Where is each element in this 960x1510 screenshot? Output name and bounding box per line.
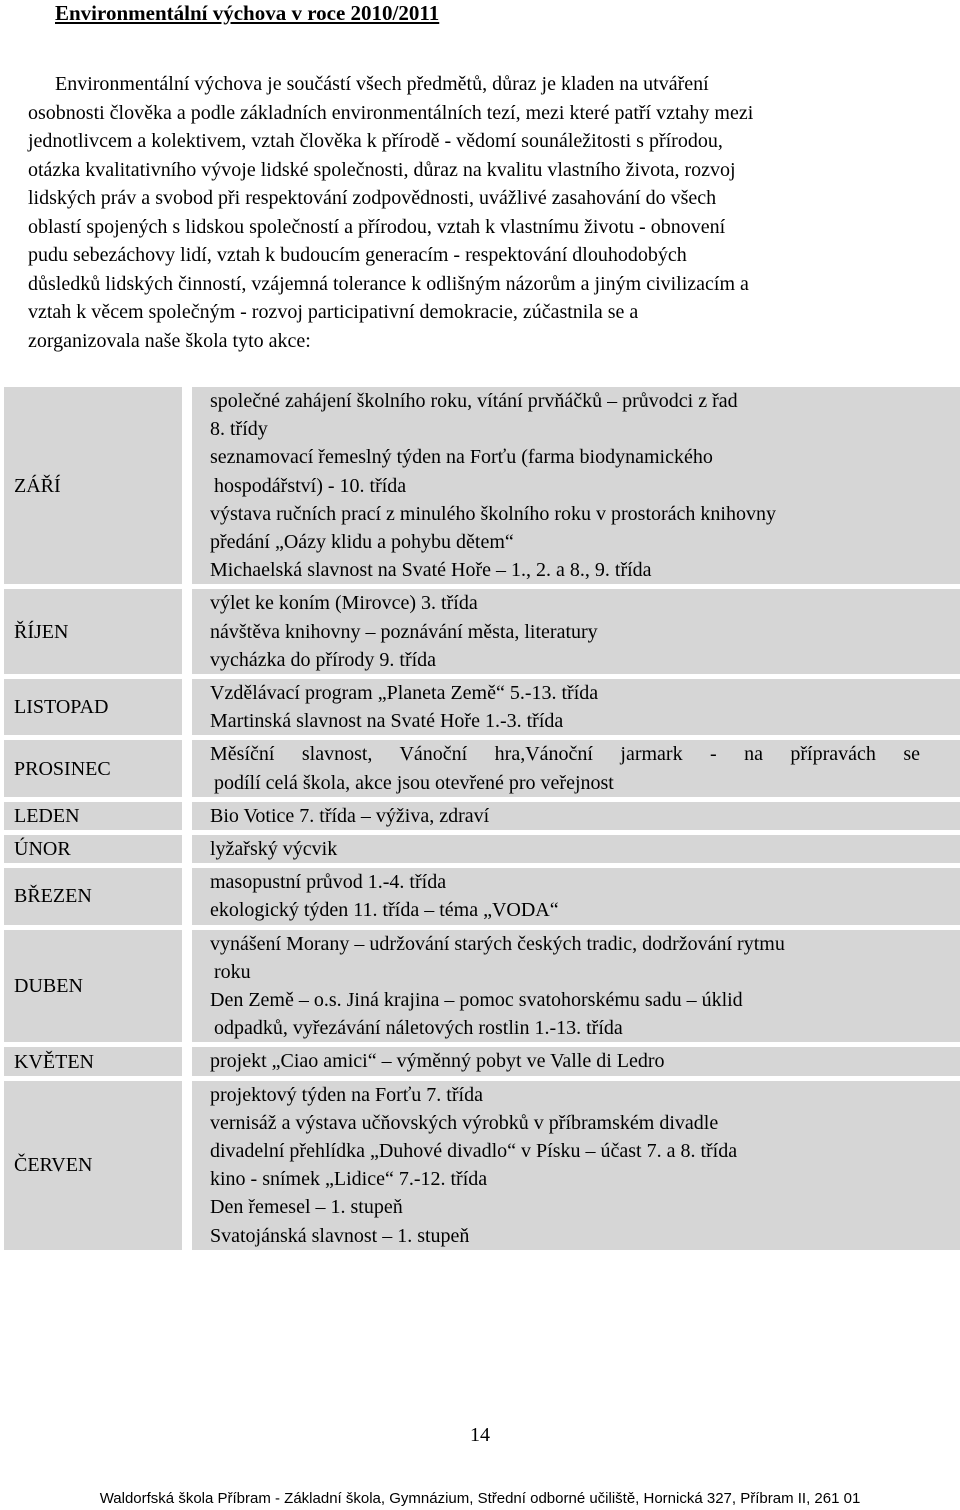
activities-cell — [192, 740, 960, 796]
month-cell: ÚNOR — [4, 835, 192, 863]
intro-line: Environmentální výchova je součástí všech předmětů, důraz je kladen na utváření — [55, 73, 709, 95]
activity-item: výlet ke koním (Mirovce) 3. třída — [210, 592, 478, 615]
activity-item: odpadků, vyřezávání náletových rostlin 1.-13. třída — [214, 1017, 623, 1040]
intro-line: oblastí spojených s lidskou společností a přírodou, vztah k vlastnímu životu - obnovení — [28, 215, 726, 238]
activity-item: vynášení Morany – udržování starých českých tradic, dodržování rytmu — [210, 932, 785, 955]
activity-item: Martinská slavnost na Svaté Hoře 1.-3. třída — [210, 710, 564, 733]
activity-item: Svatojánská slavnost – 1. stupeň — [210, 1224, 470, 1247]
month-cell: KVĚTEN — [4, 1047, 192, 1075]
intro-line: osobnosti člověka a podle základních environmentálních tezí, mezi které patří vztahy mezi — [28, 101, 754, 124]
activity-item: lyžařský výcvik — [210, 838, 338, 861]
activity-item: ekologický týden 11. třída – téma „VODA“ — [210, 899, 559, 922]
activity-schedule-table — [4, 382, 960, 1255]
activity-item: projektový týden na Forťu 7. třída — [210, 1083, 483, 1106]
schedule-row-december — [4, 740, 960, 796]
activities-cell — [192, 930, 960, 1043]
activities-cell — [192, 1047, 960, 1075]
month-cell: ZÁŘÍ — [4, 387, 192, 584]
schedule-row-june — [4, 1081, 960, 1250]
activity-item: Měsíční slavnost, Vánoční hra,Vánoční jarmark - na přípravách se — [210, 743, 920, 766]
activity-item: hospodářství) - 10. třída — [214, 474, 407, 497]
activity-item: Vzdělávací program „Planeta Země“ 5.-13. třída — [210, 682, 599, 705]
schedule-row-october — [4, 589, 960, 674]
activities-cell — [192, 1081, 960, 1250]
activity-item: roku — [214, 960, 251, 983]
activity-item: podílí celá škola, akce jsou otevřené pro veřejnost — [214, 771, 614, 794]
activities-cell — [192, 387, 960, 584]
intro-line: pudu sebezáchovy lidí, vztah k budoucím generacím - respektování dlouhodobých — [28, 244, 687, 266]
schedule-row-february — [4, 835, 960, 863]
activities-cell — [192, 679, 960, 735]
schedule-row-april — [4, 930, 960, 1043]
activity-item: předání „Oázy klidu a pohybu dětem“ — [210, 531, 514, 554]
page-footer: Waldorfská škola Příbram - Základní škola, Gymnázium, Střední odborné učiliště, Hornická 327, Příbram II, 261 01 — [99, 1490, 861, 1507]
intro-line: zorganizovala naše škola tyto akce: — [28, 329, 311, 352]
activity-item: společné zahájení školního roku, vítání prvňáčků – průvodci z řad — [210, 390, 738, 412]
month-cell: LEDEN — [4, 802, 192, 830]
schedule-row-may — [4, 1047, 960, 1075]
month-cell: LISTOPAD — [4, 679, 192, 735]
activity-item: divadelní přehlídka „Duhové divadlo“ v Písku – účast 7. a 8. třída — [210, 1140, 738, 1163]
activity-item: Den řemesel – 1. stupeň — [210, 1196, 403, 1219]
schedule-row-march — [4, 868, 960, 924]
schedule-row-november — [4, 679, 960, 735]
month-cell: PROSINEC — [4, 740, 192, 796]
activity-item: návštěva knihovny – poznávání města, literatury — [210, 620, 598, 643]
schedule-row-september — [4, 387, 960, 584]
schedule-row-january — [4, 802, 960, 830]
intro-line: jednotlivcem a kolektivem, vztah člověka k přírodě - vědomí sounáležitosti s přírodou, — [28, 130, 723, 152]
document-title: Environmentální výchova v roce 2010/2011 — [55, 1, 440, 25]
intro-line: důsledků lidských činností, vzájemná tolerance k odlišným názorům a jiným civilizacím a — [28, 272, 749, 295]
intro-line: vztah k věcem společným - rozvoj participativní demokracie, zúčastnila se a — [28, 301, 639, 323]
activity-item: výstava ručních prací z minulého školního roku v prostorách knihovny — [210, 502, 776, 525]
activities-cell — [192, 589, 960, 674]
activities-cell — [192, 868, 960, 924]
activity-item: seznamovací řemeslný týden na Forťu (farma biodynamického — [210, 446, 713, 469]
activity-item: Michaelská slavnost na Svaté Hoře – 1., 2. a 8., 9. třída — [210, 559, 652, 582]
intro-paragraph — [28, 70, 928, 355]
intro-line: otázka kvalitativního vývoje lidské společnosti, důraz na kvalitu vlastního života, rozvoj — [28, 158, 736, 181]
page-number: 14 — [470, 1424, 490, 1446]
activity-item: projekt „Ciao amici“ – výměnný pobyt ve Valle di Ledro — [210, 1050, 665, 1073]
activity-item: Bio Votice 7. třída – výživa, zdraví — [210, 804, 490, 827]
activity-item: kino - snímek „Lidice“ 7.-12. třída — [210, 1168, 488, 1191]
activity-item: vycházka do přírody 9. třída — [210, 648, 437, 671]
month-cell: ČERVEN — [4, 1081, 192, 1250]
month-cell: DUBEN — [4, 930, 192, 1043]
month-cell: BŘEZEN — [4, 868, 192, 924]
activity-item: 8. třídy — [210, 418, 268, 441]
month-cell: ŘÍJEN — [4, 589, 192, 674]
activities-cell — [192, 835, 960, 863]
intro-line: lidských práv a svobod při respektování zodpovědnosti, uvážlivé zasahování do všech — [28, 187, 717, 209]
activity-item: masopustní průvod 1.-4. třída — [210, 871, 447, 894]
activities-cell — [192, 802, 960, 830]
activity-item: vernisáž a výstava učňovských výrobků v příbramském divadle — [210, 1111, 719, 1134]
activity-item: Den Země – o.s. Jiná krajina – pomoc svatohorskému sadu – úklid — [210, 989, 743, 1012]
